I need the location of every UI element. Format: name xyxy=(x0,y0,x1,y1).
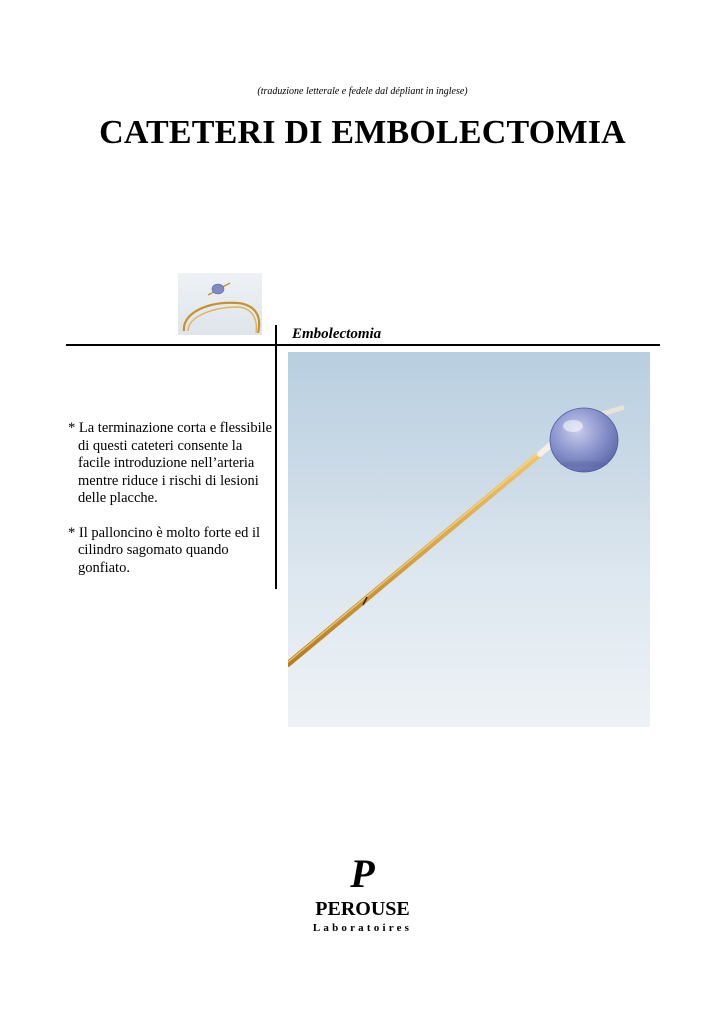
section-label: Embolectomia xyxy=(292,326,382,342)
horizontal-divider xyxy=(66,344,660,346)
catheter-loop-icon xyxy=(178,273,262,335)
perouse-logo-mark: P xyxy=(350,851,375,896)
company-name: PEROUSE xyxy=(315,898,410,920)
catheter-balloon-photo xyxy=(288,352,650,727)
company-subtitle: Laboratoires xyxy=(312,922,413,934)
feature-item: * La terminazione corta e flessibile di questi cateteri consente la facile introduzione nell’arteria mentre riduce i rischi di lesioni delle placche. xyxy=(68,420,273,506)
feature-item: * Il palloncino è molto forte ed il cilindro sagomato quando gonfiato. xyxy=(68,524,261,576)
embolectomy-catheter-icon xyxy=(288,352,650,727)
translation-note: (traduzione letterale e fedele dal dépliant in inglese) xyxy=(257,86,468,97)
catheter-thumbnail-image xyxy=(178,273,262,335)
page-title: CATETERI DI EMBOLECTOMIA xyxy=(99,114,626,151)
feature-list xyxy=(68,420,278,594)
